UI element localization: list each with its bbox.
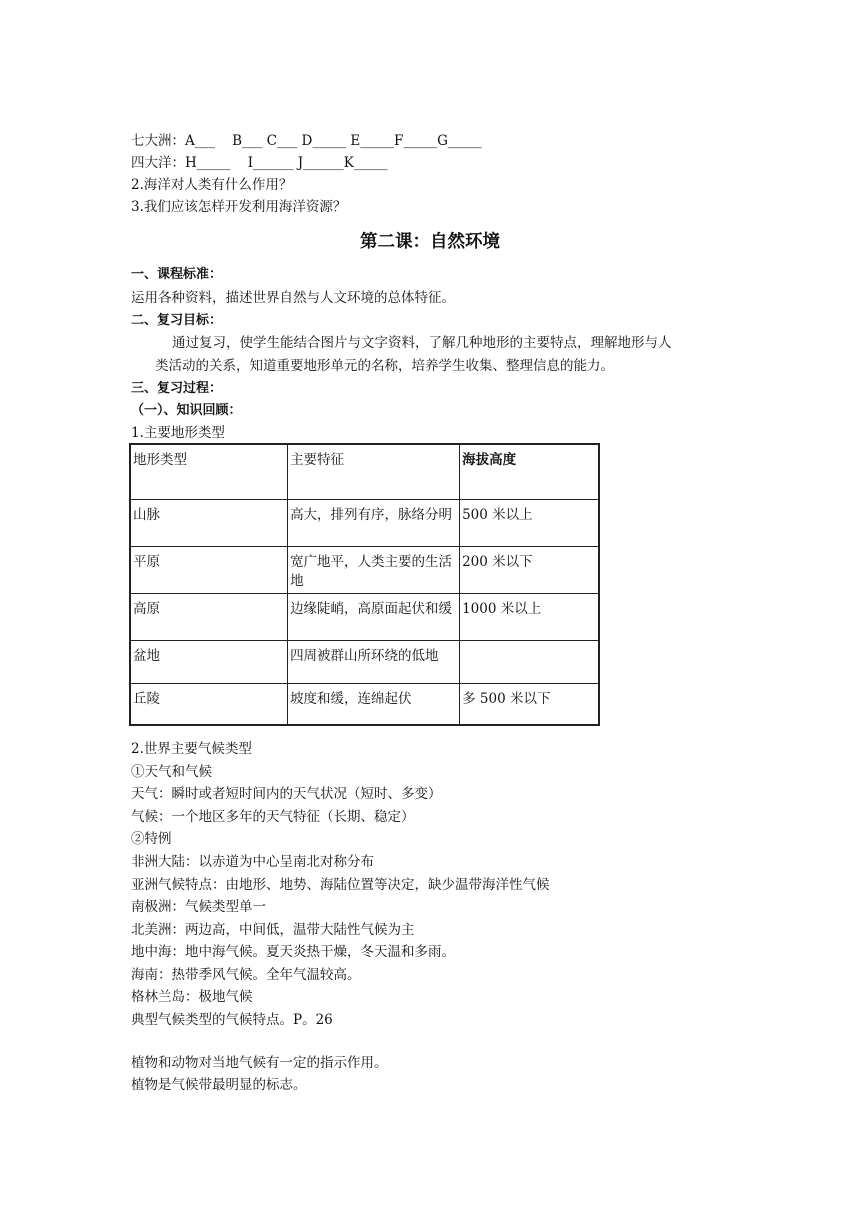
climate-line: 地中海：地中海气候。夏天炎热干燥，冬天温和多雨。 (131, 944, 455, 960)
table-row (130, 546, 599, 593)
lesson-title: 第二课：自然环境 (360, 232, 500, 252)
knowledge-review-heading: （一）、知识回顾： (131, 403, 242, 418)
section-2-text-line-1: 通过复习，使学生能结合图片与文字资料，了解几种地形的主要特点，理解地形与人 (172, 335, 672, 351)
climate-line: 格林兰岛：极地气候 (131, 989, 253, 1005)
oceans-line: 四大洋：H_____ I______ J______K_____ (131, 155, 388, 171)
continents-line: 七大洲：A___ B___ C___ D_____ E_____F_____G_____ (131, 133, 482, 149)
climate-line: 亚洲气候特点：由地形、地势、海陆位置等决定，缺少温带海洋性气候 (131, 877, 550, 893)
question-3: 3.我们应该怎样开发利用海洋资源？ (131, 199, 347, 215)
table-cell: 边缘陡峭，高原面起伏和缓 (288, 593, 460, 640)
climate-line: 天气：瞬时或者短时间内的天气状况（短时、多变） (131, 786, 442, 802)
table-row (130, 499, 599, 546)
climate-line: 海南：热带季风气候。全年气温较高。 (131, 967, 361, 983)
climate-line: 非洲大陆：以赤道为中心呈南北对称分布 (131, 854, 374, 870)
header-cell: 主要特征 (288, 444, 460, 499)
table-cell: 坡度和缓，连绵起伏 (288, 683, 460, 725)
table-cell: 丘陵 (130, 683, 288, 725)
terrain-table (129, 443, 600, 726)
climate-line: 典型气候类型的气候特点。P。26 (131, 1012, 333, 1028)
table-cell: 多 500 米以下 (460, 683, 599, 725)
table-cell: 高原 (130, 593, 288, 640)
table-cell: 高大，排列有序，脉络分明 (288, 499, 460, 546)
table-caption: 1.主要地形类型 (131, 425, 225, 441)
climate-line: 南极洲：气候类型单一 (131, 899, 266, 915)
table-row (130, 640, 599, 683)
climate-line: 气候：一个地区多年的天气特征（长期、稳定） (131, 809, 415, 825)
climate-line: ②特例 (131, 831, 172, 847)
table-header-row (130, 444, 599, 499)
header-cell: 海拔高度 (460, 444, 599, 499)
indicator-note: 植物和动物对当地气候有一定的指示作用。 (131, 1055, 388, 1071)
table-cell: 500 米以上 (460, 499, 599, 546)
question-2: 2.海洋对人类有什么作用？ (131, 177, 293, 193)
section-1-text: 运用各种资料，描述世界自然与人文环境的总体特征。 (131, 290, 455, 306)
section-3-heading: 三、复习过程： (131, 381, 223, 396)
section-2-text-line-2: 类活动的关系，知道重要地形单元的名称，培养学生收集、整理信息的能力。 (155, 358, 614, 374)
table-cell: 盆地 (130, 640, 288, 683)
table-cell (460, 640, 599, 683)
table-cell: 平原 (130, 546, 288, 593)
climate-line: ①天气和气候 (131, 764, 212, 780)
section-1-heading: 一、课程标准： (131, 267, 223, 282)
table-row (130, 593, 599, 640)
climate-heading: 2.世界主要气候类型 (131, 741, 252, 757)
table-cell: 山脉 (130, 499, 288, 546)
table-cell: 200 米以下 (460, 546, 599, 593)
table-cell: 1000 米以上 (460, 593, 599, 640)
climate-line: 北美洲：两边高，中间低，温带大陆性气候为主 (131, 922, 415, 938)
table-cell: 四周被群山所环绕的低地 (288, 640, 460, 683)
table-row (130, 683, 599, 725)
header-cell: 地形类型 (130, 444, 288, 499)
indicator-note: 植物是气候带最明显的标志。 (131, 1077, 307, 1093)
table-cell: 宽广地平，人类主要的生活地 (288, 546, 460, 593)
section-2-heading: 二、复习目标： (131, 313, 223, 328)
